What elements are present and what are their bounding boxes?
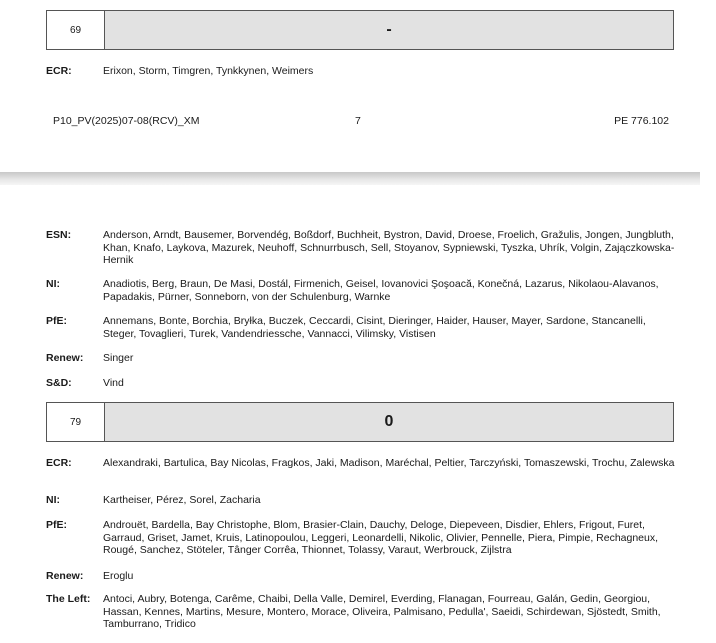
group-label: ESN:	[46, 229, 72, 241]
vote-number: 79	[47, 403, 105, 441]
member-names: Annemans, Bonte, Borchia, Bryłka, Buczek, Ceccardi, Cisint, Dieringer, Haider, Hauser, Mayer, Sardone, Stancanelli, Steger, Tovaglieri, Turek, Vandendriessche, Vannacci, Vilimsky, Vistisen	[103, 315, 646, 340]
member-names: Singer	[103, 352, 134, 364]
group-label: Renew:	[46, 352, 84, 364]
group-label: S&D:	[46, 377, 72, 389]
group-row-renew	[46, 352, 686, 365]
group-row-pfe	[46, 315, 686, 340]
member-names: Alexandraki, Bartulica, Bay Nicolas, Fragkos, Jaki, Madison, Maréchal, Peltier, Tarczyński, Tomaszewski, Trochu, Zalewska	[103, 457, 675, 469]
vote-result: -	[105, 11, 673, 49]
page-footer	[53, 115, 669, 129]
vote-box-79	[46, 402, 674, 442]
group-row-pfe	[46, 519, 686, 557]
member-names: Erixon, Storm, Timgren, Tynkkynen, Weimers	[103, 65, 314, 77]
member-names: Anderson, Arndt, Bausemer, Borvendég, Boßdorf, Buchheit, Bystron, David, Droese, Froelich, Gražulis, Jongen, Jungbluth, Khan, Knafo, Laykova, Mazurek, Neuhoff, Schnurrbusch, Sell, Stoyanov, Sypniewski, Tyszka, Uhrík, Volgin, Zajączkowska-Hernik	[103, 229, 675, 267]
member-names: Vind	[103, 377, 124, 389]
page-break-divider	[0, 172, 700, 185]
group-label: PfE:	[46, 519, 67, 531]
group-row-ecr	[46, 457, 686, 470]
vote-result: 0	[105, 403, 673, 441]
vote-box-69	[46, 10, 674, 50]
group-row-ecr	[46, 65, 686, 78]
page-number: 7	[355, 115, 361, 127]
member-names: Androuët, Bardella, Bay Christophe, Blom, Brasier-Clain, Dauchy, Deloge, Diepeveen, Disdier, Ehlers, Frigout, Furet, Garraud, Griset, Jamet, Kruis, Latinopoulou, Leggeri, Leonardelli, Nikolic, Olivier, Pennelle, Piera, Pimpie, Rechagneux, Rougé, Sanchez, Stöteler, Tânger Corrêa, Thionnet, Tolassy, Varaut, Werbrouck, Zijlstra	[103, 519, 659, 557]
member-names: Kartheiser, Pérez, Sorel, Zacharia	[103, 494, 261, 506]
group-label: Renew:	[46, 570, 84, 582]
member-names: Eroglu	[103, 570, 134, 582]
member-names: Antoci, Aubry, Botenga, Carême, Chaibi, Della Valle, Demirel, Everding, Flanagan, Fourreau, Galán, Gedin, Georgiou, Hassan, Kennes, Martins, Mesure, Montero, Morace, Oliveira, Palmisano, Pedulla', Saeidi, Schirdewan, Sjöstedt, Smith, Tamburrano, Tridico	[103, 593, 661, 631]
member-names: Anadiotis, Berg, Braun, De Masi, Dostál, Firmenich, Geisel, Iovanovici Şoşoacă, Konečná, Lazarus, Nikolaou-Alavanos, Papadakis, Pürner, Sonneborn, von der Schulenburg, Warnke	[103, 278, 659, 303]
group-label: NI:	[46, 278, 60, 290]
group-row-ni	[46, 278, 686, 303]
group-label: ECR:	[46, 457, 72, 469]
group-row-renew	[46, 570, 686, 583]
doc-reference: P10_PV(2025)07-08(RCV)_XM	[53, 115, 200, 127]
group-label: PfE:	[46, 315, 67, 327]
group-label: NI:	[46, 494, 60, 506]
group-row-the-left	[46, 593, 686, 631]
group-label: The Left:	[46, 593, 91, 605]
vote-number: 69	[47, 11, 105, 49]
group-row-sd	[46, 377, 686, 390]
group-row-esn	[46, 229, 686, 267]
group-row-ni	[46, 494, 686, 507]
group-label: ECR:	[46, 65, 72, 77]
pe-number: PE 776.102	[614, 115, 669, 127]
